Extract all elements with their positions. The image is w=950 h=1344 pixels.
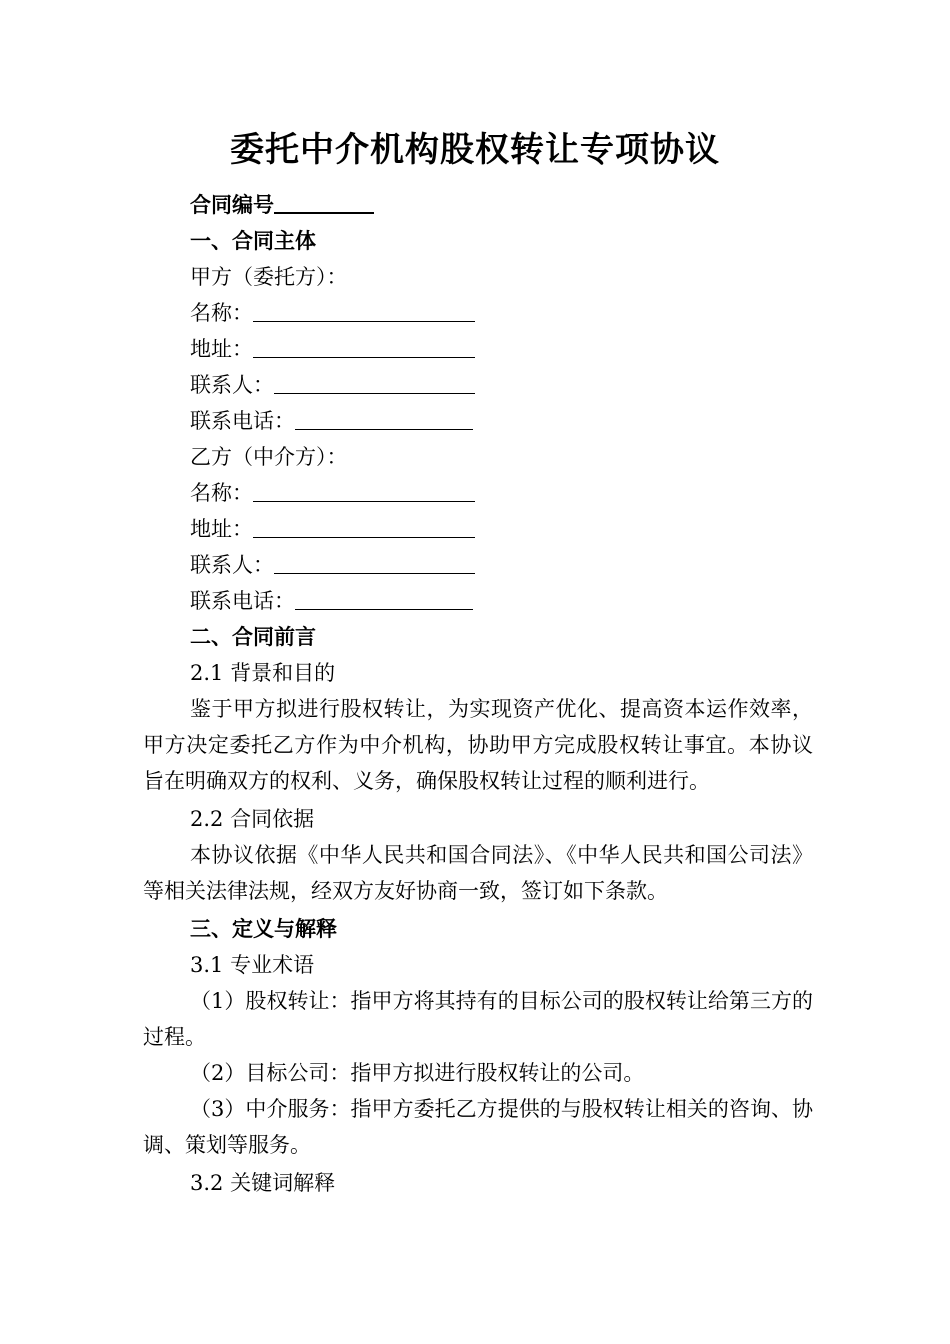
party-a-name-blank bbox=[253, 301, 475, 322]
contract-number-line bbox=[190, 191, 374, 219]
term-item-3: （3）中介服务：指甲方委托乙方提供的与股权转让相关的咨询、协调、策划等服务。 bbox=[143, 1097, 813, 1157]
party-b-contact-label: 联系人： bbox=[190, 553, 274, 577]
section3-sub1-heading: 3.1 专业术语 bbox=[190, 953, 315, 977]
term-item-2: （2）目标公司：指甲方拟进行股权转让的公司。 bbox=[190, 1061, 645, 1085]
party-a-address-blank bbox=[253, 337, 475, 358]
contract-number-label: 合同编号 bbox=[190, 193, 274, 217]
section2-sub1-paragraph: 鉴于甲方拟进行股权转让，为实现资产优化、提高资本运作效率，甲方决定委托乙方作为中介机构，协助甲方完成股权转让事宜。本协议旨在明确双方的权利、义务，确保股权转让过程的顺利进行。 bbox=[143, 697, 813, 793]
party-b-name-label: 名称： bbox=[190, 481, 253, 505]
party-a-contact-label: 联系人： bbox=[190, 373, 274, 397]
party-b-contact-blank bbox=[274, 553, 475, 574]
party-a-heading: 甲方（委托方）： bbox=[190, 265, 348, 289]
section2-sub2-paragraph: 本协议依据《中华人民共和国合同法》、《中华人民共和国公司法》等相关法律法规，经双方友好协商一致，签订如下条款。 bbox=[143, 843, 813, 903]
section3-heading: 三、定义与解释 bbox=[190, 917, 337, 941]
section3-sub2-heading: 3.2 关键词解释 bbox=[190, 1171, 336, 1195]
section2-heading: 二、合同前言 bbox=[190, 625, 316, 649]
party-a-phone-line bbox=[190, 407, 473, 435]
party-a-contact-line bbox=[190, 371, 475, 399]
section1-heading: 一、合同主体 bbox=[190, 229, 316, 253]
party-a-name-line bbox=[190, 299, 475, 327]
party-a-contact-blank bbox=[274, 373, 475, 394]
document-title: 委托中介机构股权转让专项协议 bbox=[230, 130, 720, 170]
party-b-address-blank bbox=[253, 517, 475, 538]
term-item-1: （1）股权转让：指甲方将其持有的目标公司的股权转让给第三方的过程。 bbox=[143, 989, 813, 1049]
section2-sub1-heading: 2.1 背景和目的 bbox=[190, 661, 336, 685]
party-a-phone-label: 联系电话： bbox=[190, 409, 295, 433]
party-a-phone-blank bbox=[295, 409, 473, 430]
party-b-name-line bbox=[190, 479, 475, 507]
party-b-phone-label: 联系电话： bbox=[190, 589, 295, 613]
party-a-address-line bbox=[190, 335, 475, 363]
contract-number-blank bbox=[274, 192, 374, 214]
party-a-name-label: 名称： bbox=[190, 301, 253, 325]
party-b-address-line bbox=[190, 515, 475, 543]
party-b-heading: 乙方（中介方）： bbox=[190, 445, 348, 469]
party-a-address-label: 地址： bbox=[190, 337, 253, 361]
party-b-phone-blank bbox=[295, 589, 473, 610]
section2-sub2-heading: 2.2 合同依据 bbox=[190, 807, 315, 831]
party-b-phone-line bbox=[190, 587, 473, 615]
party-b-name-blank bbox=[253, 481, 475, 502]
party-b-contact-line bbox=[190, 551, 475, 579]
party-b-address-label: 地址： bbox=[190, 517, 253, 541]
